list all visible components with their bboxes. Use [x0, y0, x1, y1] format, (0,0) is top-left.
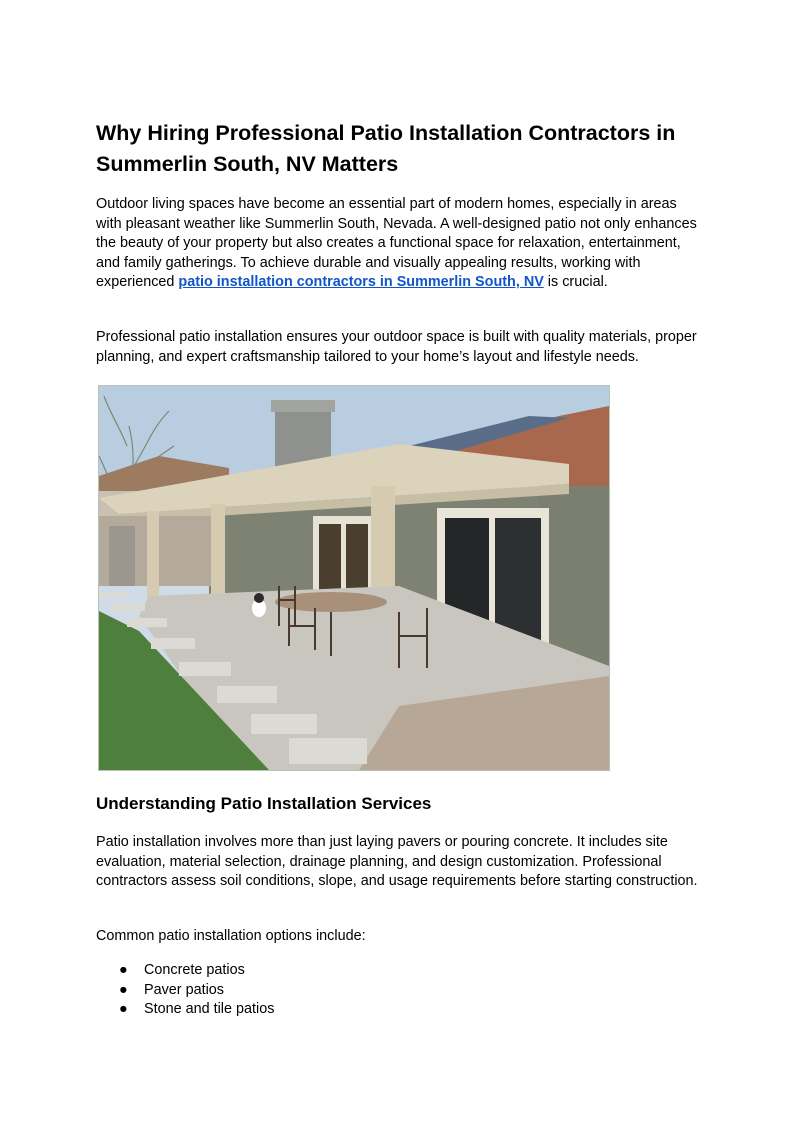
patio-photo	[98, 385, 610, 771]
list-item	[96, 961, 274, 981]
intro-paragraph	[96, 195, 701, 293]
bullet-icon: ●	[119, 962, 128, 978]
bullet-icon: ●	[119, 1001, 128, 1017]
list-item-text: Concrete patios	[144, 962, 245, 978]
options-intro: Common patio installation options include:	[96, 928, 366, 944]
options-list	[96, 961, 274, 1020]
list-item	[96, 1000, 274, 1020]
body-paragraph-2: Professional patio installation ensures your outdoor space is built with quality materials, proper planning, and expert craftsmanship tailored to your home’s layout and lifestyle needs.	[96, 329, 697, 365]
page-title: Why Hiring Professional Patio Installation Contractors in Summerlin South, NV Matters	[96, 121, 676, 176]
contractors-link[interactable]: patio installation contractors in Summerlin South, NV	[178, 274, 544, 290]
patio-illustration	[99, 386, 609, 770]
intro-text-end: is crucial.	[543, 274, 608, 290]
section-heading: Understanding Patio Installation Services	[96, 794, 432, 813]
intro-text: Outdoor living spaces have become an essential part of modern homes, especially in areas with pleasant weather like Summerlin South, Nevada. A well-designed patio not only enhances the beauty of your property but also creates a functional space for relaxation, entertainment, and family gatherings. To achieve durable and visually appealing results, working with experienced	[96, 196, 697, 290]
bullet-icon: ●	[119, 981, 128, 998]
body-paragraph-3: Patio installation involves more than just laying pavers or pouring concrete. It includes site evaluation, material selection, drainage planning, and design customization. Professional contractors assess soil conditions, slope, and usage requirements before starting construction.	[96, 834, 698, 889]
list-item-text: Paver patios	[144, 981, 224, 998]
list-item	[96, 981, 274, 1001]
list-item-text: Stone and tile patios	[144, 1001, 275, 1017]
